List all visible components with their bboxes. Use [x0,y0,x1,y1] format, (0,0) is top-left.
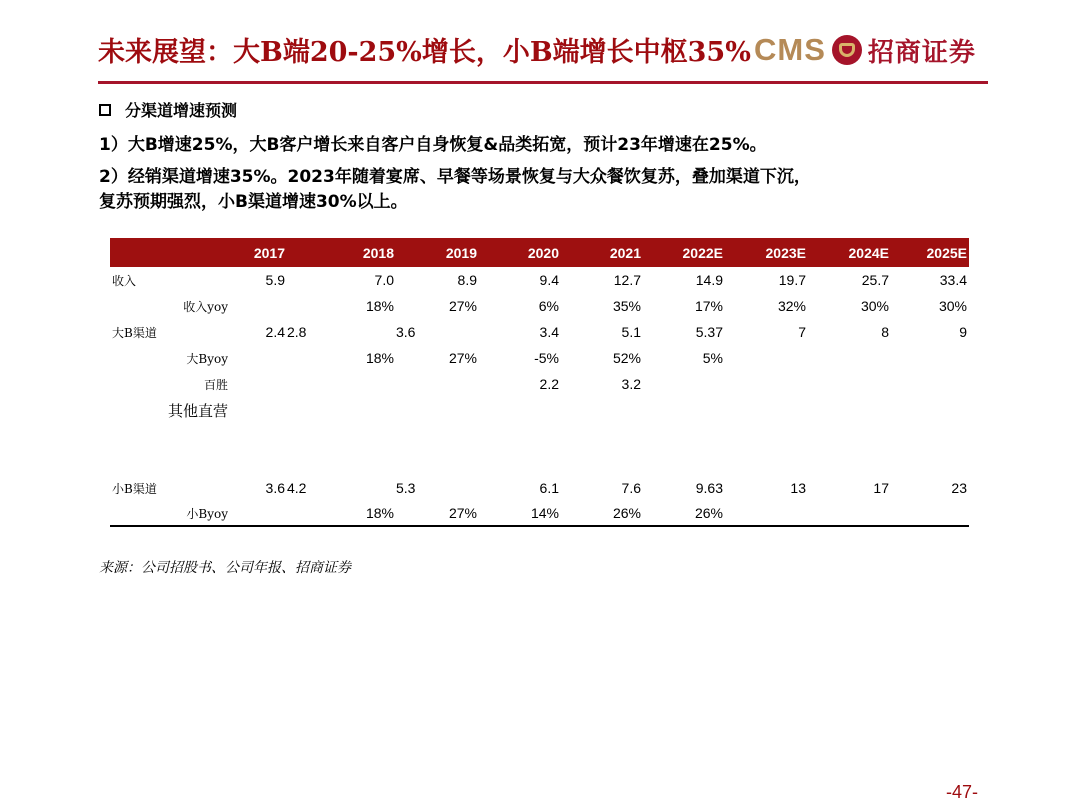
row-label: 大B渠道 [112,325,157,340]
table-cell: 4.2 [287,480,307,496]
table-row [110,345,969,371]
page-title: 未来展望：大B端20-25%增长，小B端增长中枢35% [98,37,751,68]
table-cell [643,371,725,397]
paragraph-2-line-1: 2）经销渠道增速35%。2023年随着宴席、早餐等场景恢复与大众餐饮复苏，叠加渠道下沉， [99,167,811,187]
forecast-table-container [110,238,970,527]
table-cell: 30% [860,298,889,314]
table-row [110,319,969,345]
table-cell: 3.2 [621,376,641,392]
table-cell [891,501,969,526]
table-row [110,371,969,397]
table-cell [725,397,808,423]
table-cell [891,345,969,371]
table-cell: 5.1 [621,324,641,340]
table-header-cell: 2023E [765,244,806,261]
logo-text: CMS [754,32,826,67]
table-cell: 26% [561,501,643,526]
table-cell: 8 [881,324,889,340]
table-cell [891,371,969,397]
table-cell: 2.2 [539,376,559,392]
table-cell [396,397,479,423]
table-header-cell [110,238,232,267]
table-cell: 18% [365,298,394,314]
table-cell [561,397,643,423]
table-header-cell: 2018 [362,244,394,261]
table-cell: 5.9 [265,272,285,288]
table-row [110,293,969,319]
table-cell: 12.7 [613,272,641,288]
table-cell [808,345,891,371]
table-cell: 23 [951,480,967,496]
table-cell [725,371,808,397]
row-label: 大Byoy [186,351,228,366]
table-cell: 25.7 [861,272,889,288]
table-cell: 5.37 [695,324,723,340]
table-cell: 3.4 [539,324,559,340]
table-cell: 19.7 [778,272,806,288]
table-row [110,267,969,293]
table-cell: 18% [287,501,396,526]
table-header-cell: 2024E [848,244,889,261]
table-cell [808,397,891,423]
table-spacer-row [110,423,969,475]
table-cell [479,397,561,423]
paragraph-1: 1）大B增速25%，大B客户增长来自客户自身恢复&品类拓宽，预计23年增速在25%。 [99,135,767,155]
table-header-cell: 2019 [445,244,477,261]
row-label: 收入 [112,273,137,288]
table-cell [725,345,808,371]
table-cell [891,397,969,423]
spacer-cell [110,423,969,475]
table-header-cell: 2022E [682,244,723,261]
page-number: -47- [945,782,978,802]
table-cell [232,501,287,526]
table-cell: -5% [534,350,559,366]
table-cell: 30% [938,298,967,314]
table-row [110,397,969,423]
table-cell: 5.3 [396,480,416,496]
table-cell: 3.6 [265,480,285,496]
table-cell: 14% [479,501,561,526]
row-label: 其他直营 [167,401,228,420]
table-cell: 35% [612,298,641,314]
table-cell [643,397,725,423]
table-row [110,475,969,501]
section-heading: 分渠道增速预测 [125,101,238,120]
forecast-table [110,238,969,527]
table-cell: 9.4 [539,272,559,288]
table-cell: 27% [448,298,477,314]
table-cell [725,501,808,526]
section-heading-row [99,98,237,121]
row-label: 小B渠道 [112,481,157,496]
paragraph-2 [99,165,811,215]
table-cell: 6.1 [539,480,559,496]
table-cell [808,371,891,397]
table-cell [232,345,287,371]
table-cell: 17% [694,298,723,314]
table-cell: 14.9 [695,272,723,288]
table-cell: 52% [612,350,641,366]
table-cell: 27% [448,350,477,366]
source-note: 来源：公司招股书、公司年报、招商证券 [99,560,351,576]
table-cell: 26% [643,501,725,526]
table-cell: 2.8 [287,324,307,340]
table-header-row [110,238,969,267]
table-row [110,501,969,526]
logo-chinese-name: 招商证券 [867,37,976,68]
table-cell: 17 [873,480,889,496]
table-cell [287,397,396,423]
table-cell: 6% [538,298,559,314]
logo [754,28,976,72]
table-cell: 7.0 [374,272,394,288]
table-cell: 5% [702,350,723,366]
table-cell [808,501,891,526]
paragraph-2-line-2: 复苏预期强烈，小B渠道增速30%以上。 [99,192,408,212]
table-cell: 2.4 [265,324,285,340]
table-cell [287,371,396,397]
table-cell: 32% [777,298,806,314]
title-divider [98,81,988,84]
table-cell: 18% [365,350,394,366]
table-header-cell: 2017 [253,244,285,261]
table-cell: 27% [396,501,479,526]
table-cell: 7 [798,324,806,340]
table-cell: 9.63 [695,480,723,496]
table-cell: 8.9 [457,272,477,288]
table-header-cell: 2020 [527,244,559,261]
table-header-cell: 2025E [926,244,967,261]
row-label: 小Byoy [110,501,232,526]
logo-icon [832,35,862,65]
row-label: 百胜 [203,377,228,392]
square-bullet-icon [99,104,111,116]
row-label: 收入yoy [183,299,228,314]
table-cell: 9 [959,324,967,340]
table-cell [232,397,287,423]
table-cell: 13 [790,480,806,496]
table-cell: 3.6 [396,324,416,340]
table-cell [232,371,287,397]
table-cell: 33.4 [939,272,967,288]
table-cell: 7.6 [621,480,641,496]
table-cell [232,293,287,319]
table-cell [396,371,479,397]
table-header-cell: 2021 [609,244,641,261]
